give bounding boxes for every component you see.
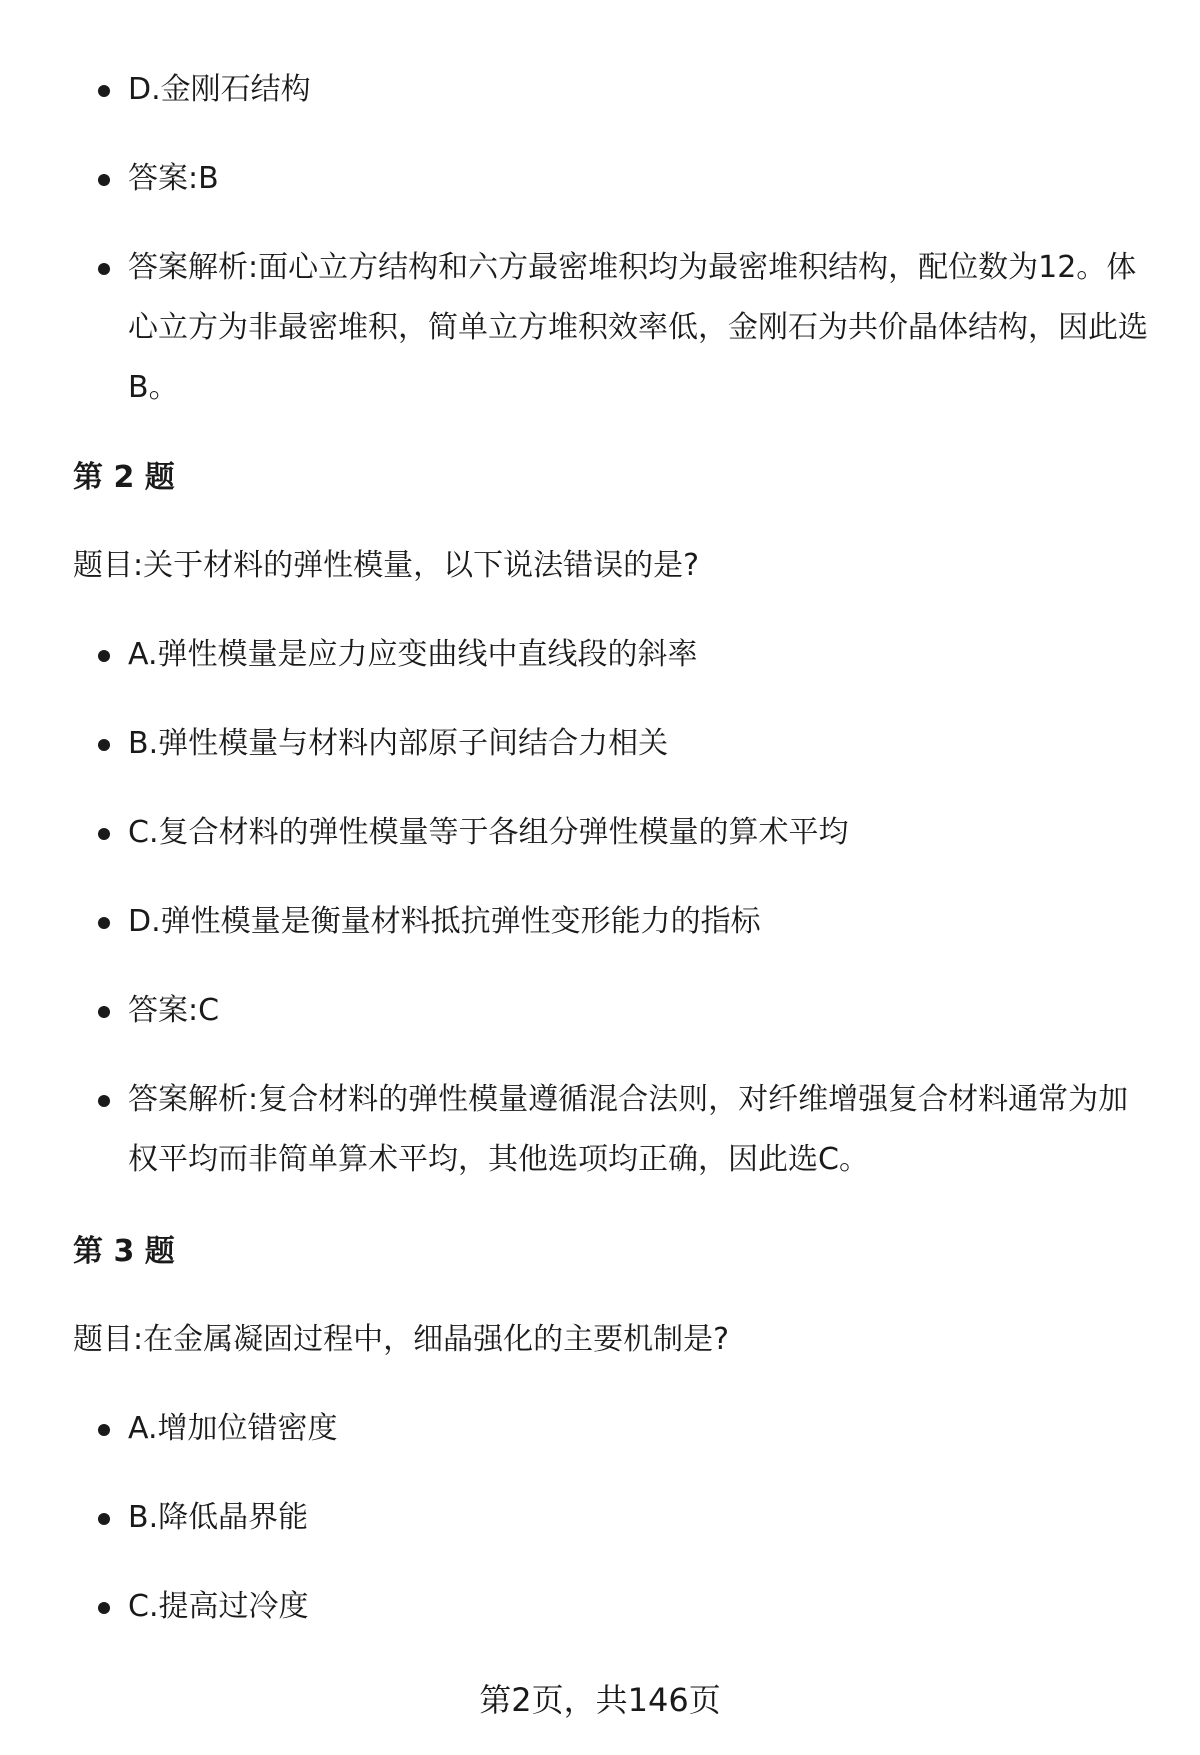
option-text: B.弹性模量与材料内部原子间结合力相关 — [128, 726, 669, 761]
answer-text: 答案:B — [128, 161, 219, 196]
explanation-item — [0, 238, 1200, 418]
option-item — [0, 1577, 1200, 1637]
option-text: C.复合材料的弹性模量等于各组分弹性模量的算术平均 — [128, 815, 849, 850]
option-text: D.金刚石结构 — [128, 72, 311, 107]
bullet-icon — [98, 1602, 110, 1614]
explanation-text: 答案解析:复合材料的弹性模量遵循混合法则，对纤维增强复合材料通常为加权平均而非简单算术平均，其他选项均正确，因此选C。 — [128, 1082, 1129, 1177]
bullet-icon — [98, 1006, 110, 1018]
option-item — [0, 625, 1200, 685]
option-item — [0, 1399, 1200, 1459]
bullet-icon — [98, 917, 110, 929]
bullet-icon — [98, 650, 110, 662]
question-2-options — [0, 625, 1200, 1219]
answer-item — [0, 981, 1200, 1041]
option-item — [0, 60, 1200, 120]
answer-item — [0, 149, 1200, 209]
explanation-item — [0, 1070, 1200, 1190]
option-item — [0, 892, 1200, 952]
question-text: 题目:关于材料的弹性模量，以下说法错误的是? — [73, 548, 700, 583]
bullet-icon — [98, 828, 110, 840]
bullet-icon — [98, 1424, 110, 1436]
question-heading: 第 2 题 — [73, 460, 175, 495]
option-item — [0, 1488, 1200, 1548]
question-heading: 第 3 题 — [73, 1234, 175, 1269]
option-text: A.弹性模量是应力应变曲线中直线段的斜率 — [128, 637, 698, 672]
option-list — [0, 60, 1200, 418]
bullet-icon — [98, 1095, 110, 1107]
option-list — [0, 625, 1200, 1190]
option-list — [0, 1399, 1200, 1637]
bullet-icon — [98, 739, 110, 751]
page-number-footer: 第2页，共146页 — [479, 1681, 721, 1719]
bullet-icon — [98, 174, 110, 186]
option-text: C.提高过冷度 — [128, 1589, 309, 1624]
bullet-icon — [98, 1513, 110, 1525]
bullet-icon — [98, 263, 110, 275]
explanation-text: 答案解析:面心立方结构和六方最密堆积均为最密堆积结构，配位数为12。体心立方为非最密堆积，简单立方堆积效率低，金刚石为共价晶体结构，因此选B。 — [128, 250, 1148, 405]
option-item — [0, 803, 1200, 863]
option-item — [0, 714, 1200, 774]
option-text: B.降低晶界能 — [128, 1500, 309, 1535]
option-text: A.增加位错密度 — [128, 1411, 338, 1446]
option-text: D.弹性模量是衡量材料抵抗弹性变形能力的指标 — [128, 904, 761, 939]
answer-text: 答案:C — [128, 993, 220, 1028]
prev-question-continuation — [0, 60, 1200, 447]
question-3-options — [0, 1399, 1200, 1666]
question-text: 题目:在金属凝固过程中，细晶强化的主要机制是? — [73, 1322, 730, 1357]
bullet-icon — [98, 85, 110, 97]
